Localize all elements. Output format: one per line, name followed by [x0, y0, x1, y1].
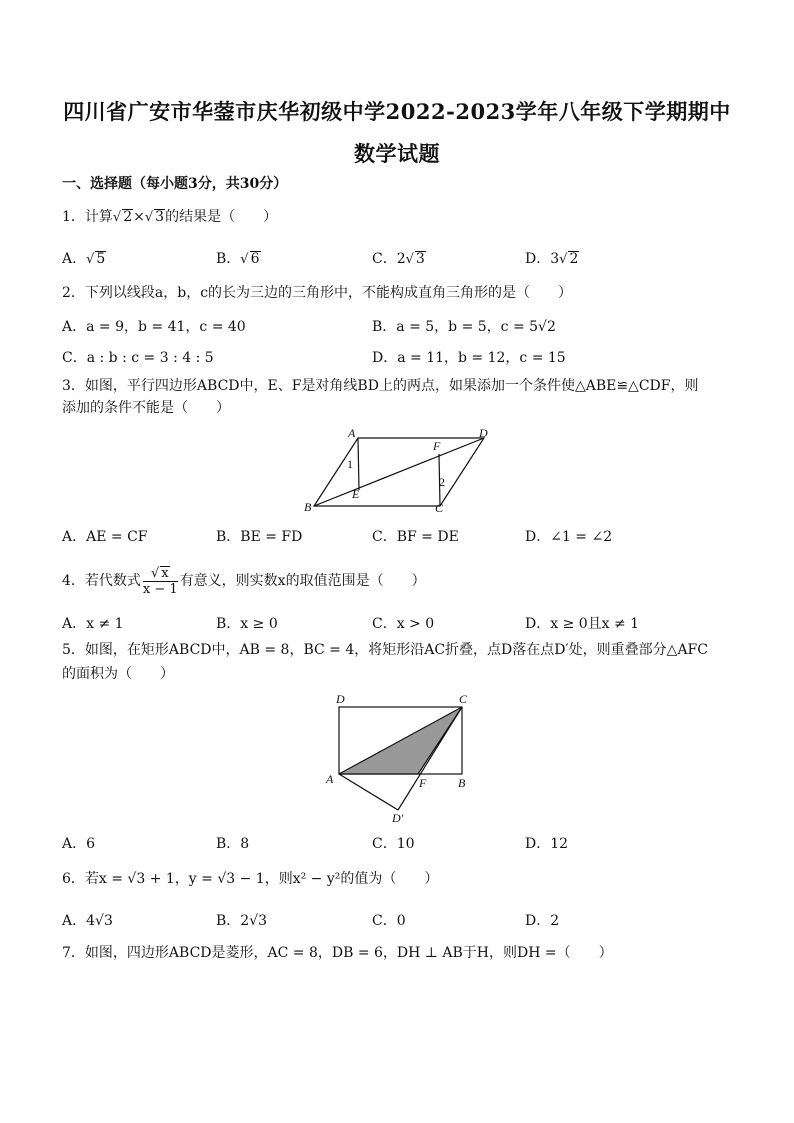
q3-option-b[interactable]: B．BE = FD [216, 529, 303, 545]
fraction-denominator: x − 1 [142, 581, 178, 597]
label-f: F [433, 439, 441, 453]
option-label: A． [62, 251, 87, 267]
label-d-prime: D′ [392, 811, 404, 825]
label-d: D [336, 692, 345, 706]
q2-option-d[interactable]: D．a = 11，b = 12，c = 15 [372, 350, 566, 366]
q1-option-d[interactable] [525, 250, 579, 269]
sqrt-sign: √ [405, 252, 414, 267]
radicand: 2 [569, 251, 579, 267]
label-b: B [304, 500, 312, 514]
q4-stem [62, 562, 426, 600]
radicand: 5 [96, 251, 106, 267]
q1-stem [62, 208, 277, 227]
option-label: B． [216, 251, 241, 267]
q4-stem-post: 有意义，则实数x的取值范围是（ ） [179, 573, 426, 589]
label-b: B [458, 776, 466, 790]
rectangle-fold-figure [322, 690, 472, 826]
label-f: F [419, 776, 427, 790]
label-c: C [459, 692, 468, 706]
q5-stem-line-2: 的面积为（ ） [62, 666, 174, 682]
q6-option-a[interactable]: A．4√3 [62, 913, 113, 929]
radicand: 6 [250, 251, 260, 267]
q3-option-d[interactable]: D．∠1 = ∠2 [525, 529, 613, 545]
q3-option-a[interactable]: A．AE = CF [62, 529, 148, 545]
q2-option-b[interactable]: B．a = 5，b = 5，c = 5√2 [372, 319, 556, 335]
q5-option-a[interactable]: A．6 [62, 836, 96, 852]
q6-option-d[interactable]: D．2 [525, 913, 560, 929]
q2-option-a[interactable]: A．a = 9，b = 41，c = 40 [62, 319, 246, 335]
label-e: E [352, 487, 360, 501]
sqrt-sign: √ [240, 252, 249, 267]
q3-option-c[interactable]: C．BF = DE [372, 529, 459, 545]
parallelogram-figure [300, 424, 500, 516]
label-c: C [435, 501, 444, 515]
q5-option-d[interactable]: D．12 [525, 836, 569, 852]
radicand: 3 [415, 251, 425, 267]
q2-option-c[interactable]: C．a : b : c = 3 : 4 : 5 [62, 350, 214, 366]
option-label: C．2 [372, 251, 406, 267]
q5-option-c[interactable]: C．10 [372, 836, 415, 852]
radicand: x [161, 565, 169, 581]
q6-option-c[interactable]: C．0 [372, 913, 406, 929]
sqrt-sign: √ [144, 210, 154, 225]
radicand: 3 [155, 209, 165, 225]
overlap-triangle-afc [339, 707, 462, 774]
segment-ad-prime [339, 774, 398, 810]
q1-stem-post: 的结果是（ ） [165, 209, 278, 225]
title-line-2: 数学试题 [354, 141, 440, 166]
q6-option-b[interactable]: B．2√3 [216, 913, 268, 929]
diagonal-bd [314, 438, 484, 506]
fraction-numerator: √ x [143, 566, 178, 582]
fraction [143, 566, 178, 597]
q3-stem-line-1: 3．如图，平行四边形ABCD中，E、F是对角线BD上的两点，如果添加一个条件使△ABE≌△CDF，则 [62, 378, 699, 394]
label-angle-1: 1 [347, 457, 353, 471]
q1-option-a[interactable] [62, 250, 106, 269]
q5-option-b[interactable]: B．8 [216, 836, 250, 852]
q1-stem-pre: 1．计算 [62, 209, 113, 225]
q4-option-b[interactable]: B．x ≥ 0 [216, 616, 278, 632]
section-heading: 一、选择题（每小题3分，共30分） [62, 176, 288, 192]
q4-option-c[interactable]: C．x > 0 [372, 616, 435, 632]
q4-stem-pre: 4．若代数式 [62, 573, 141, 589]
q4-option-a[interactable]: A．x ≠ 1 [62, 616, 124, 632]
q4-option-d[interactable]: D．x ≥ 0且x ≠ 1 [525, 616, 640, 632]
q5-stem-line-1: 5．如图，在矩形ABCD中，AB = 8，BC = 4，将矩形沿AC折叠，点D落在点D′处，则重叠部分△AFC [62, 642, 708, 658]
title-line-1: 四川省广安市华蓥市庆华初级中学2022-2023学年八年级下学期期中 [63, 99, 731, 124]
option-label: D．3 [525, 251, 560, 267]
label-angle-2: 2 [439, 475, 445, 489]
q1-option-c[interactable] [372, 250, 426, 269]
label-a: A [326, 772, 334, 786]
segment-ae [358, 438, 359, 490]
q2-stem: 2．下列以线段a，b，c的长为三边的三角形中，不能构成直角三角形的是（ ） [62, 285, 573, 301]
q3-stem-line-2: 添加的条件不能是（ ） [62, 400, 230, 416]
sqrt-sign: √ [86, 252, 95, 267]
times-sign: × [133, 209, 145, 225]
q7-stem: 7．如图，四边形ABCD是菱形，AC = 8，DB = 6，DH ⊥ AB于H，则DH =（ ） [62, 945, 613, 961]
sqrt-sign: √ [559, 252, 568, 267]
q6-stem: 6．若x = √3 + 1，y = √3 − 1，则x² − y²的值为（ ） [62, 871, 439, 887]
label-a: A [348, 426, 356, 440]
radicand: 2 [123, 209, 133, 225]
q1-option-b[interactable] [216, 250, 261, 269]
label-d: D [479, 426, 488, 440]
sqrt-sign: √ [112, 210, 122, 225]
